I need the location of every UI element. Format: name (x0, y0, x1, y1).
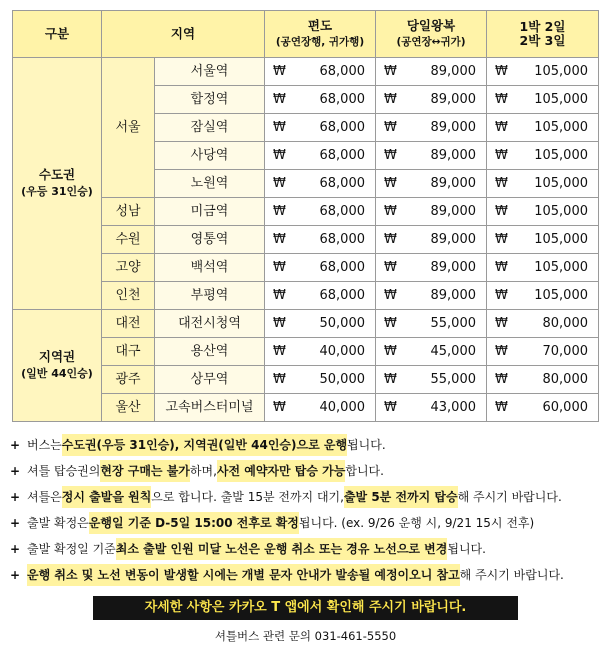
notice-text: 됩니다. (ex. 9/26 운행 시, 9/21 15시 전후) (298, 516, 535, 530)
won-symbol: ₩ (273, 231, 286, 247)
overnight-price (487, 58, 599, 86)
roundtrip-price (376, 58, 487, 86)
won-symbol: ₩ (495, 175, 508, 191)
price-value: 43,000 (430, 399, 476, 415)
station-cell: 고속버스터미널 (155, 394, 265, 422)
price-value: 89,000 (430, 175, 476, 191)
roundtrip-price (376, 394, 487, 422)
station-cell: 사당역 (155, 142, 265, 170)
header-area: 지역 (102, 11, 265, 58)
price-value: 105,000 (534, 91, 588, 107)
notice-text: 해 주시기 바랍니다. (457, 490, 562, 504)
plus-icon: + (10, 438, 21, 452)
won-symbol: ₩ (495, 399, 508, 415)
overnight-price (487, 310, 599, 338)
notice-text: 셔틀 탑승권의 (27, 464, 101, 478)
price-value: 105,000 (534, 147, 588, 163)
header-oneway: 편도 (공연장행, 귀가행) (265, 11, 376, 58)
station-cell: 부평역 (155, 282, 265, 310)
oneway-price (265, 226, 376, 254)
notice-text: 출발 확정은 (27, 516, 89, 530)
oneway-price (265, 58, 376, 86)
plus-icon: + (10, 490, 21, 504)
won-symbol: ₩ (273, 63, 286, 79)
station-cell: 백석역 (155, 254, 265, 282)
price-value: 68,000 (319, 231, 365, 247)
notice-text: 출발 확정일 기준 (27, 542, 116, 556)
overnight-price (487, 282, 599, 310)
station-cell: 잠실역 (155, 114, 265, 142)
notice-item (10, 536, 605, 562)
won-symbol: ₩ (384, 147, 397, 163)
notice-highlight: 현장 구매는 불가 (100, 460, 190, 482)
price-value: 89,000 (430, 259, 476, 275)
overnight-price (487, 338, 599, 366)
won-symbol: ₩ (384, 399, 397, 415)
city-cell: 성남 (102, 198, 155, 226)
oneway-price (265, 254, 376, 282)
oneway-price (265, 338, 376, 366)
overnight-price (487, 86, 599, 114)
won-symbol: ₩ (384, 259, 397, 275)
city-cell: 대전 (102, 310, 155, 338)
roundtrip-price (376, 170, 487, 198)
station-cell: 영통역 (155, 226, 265, 254)
won-symbol: ₩ (495, 231, 508, 247)
won-symbol: ₩ (384, 315, 397, 331)
won-symbol: ₩ (384, 119, 397, 135)
price-value: 68,000 (319, 63, 365, 79)
station-cell: 대전시청역 (155, 310, 265, 338)
price-value: 89,000 (430, 63, 476, 79)
header-overnight: 1박 2일 2박 3일 (487, 11, 599, 58)
notice-highlight: 정시 출발을 원칙 (62, 486, 152, 508)
notice-list (10, 432, 605, 588)
plus-icon: + (10, 516, 21, 530)
price-value: 89,000 (430, 147, 476, 163)
info-banner: 자세한 사항은 카카오 T 앱에서 확인해 주시기 바랍니다. (93, 596, 518, 620)
notice-text: 됩니다. (347, 438, 386, 452)
header-roundtrip: 당일왕복 (공연장↔귀가) (376, 11, 487, 58)
won-symbol: ₩ (495, 203, 508, 219)
station-cell: 노원역 (155, 170, 265, 198)
notice-highlight: 운행일 기준 D-5일 15:00 전후로 확정 (89, 512, 299, 534)
notice-text: 하며, (189, 464, 217, 478)
price-value: 68,000 (319, 147, 365, 163)
notice-text: 해 주시기 바랍니다. (459, 568, 564, 582)
fare-table (12, 10, 599, 422)
city-cell: 서울 (102, 58, 155, 198)
price-value: 89,000 (430, 119, 476, 135)
notice-text: 합니다. (345, 464, 384, 478)
roundtrip-price (376, 366, 487, 394)
roundtrip-price (376, 114, 487, 142)
region-local: 지역권 (일반 44인승) (13, 310, 102, 422)
table-header-row (13, 11, 599, 58)
won-symbol: ₩ (384, 203, 397, 219)
price-value: 105,000 (534, 203, 588, 219)
station-cell: 용산역 (155, 338, 265, 366)
price-value: 80,000 (542, 371, 588, 387)
price-value: 68,000 (319, 203, 365, 219)
won-symbol: ₩ (384, 63, 397, 79)
price-value: 68,000 (319, 119, 365, 135)
price-value: 68,000 (319, 175, 365, 191)
roundtrip-price (376, 142, 487, 170)
won-symbol: ₩ (495, 287, 508, 303)
won-symbol: ₩ (495, 259, 508, 275)
won-symbol: ₩ (384, 287, 397, 303)
won-symbol: ₩ (384, 231, 397, 247)
notice-text: 으로 합니다. 출발 15분 전까지 대기, (151, 490, 344, 504)
won-symbol: ₩ (273, 287, 286, 303)
price-value: 50,000 (319, 315, 365, 331)
oneway-price (265, 86, 376, 114)
price-value: 55,000 (430, 371, 476, 387)
price-value: 89,000 (430, 91, 476, 107)
price-value: 105,000 (534, 231, 588, 247)
won-symbol: ₩ (495, 371, 508, 387)
overnight-price (487, 198, 599, 226)
city-cell: 대구 (102, 338, 155, 366)
won-symbol: ₩ (384, 91, 397, 107)
won-symbol: ₩ (495, 147, 508, 163)
notice-item (10, 484, 605, 510)
price-value: 70,000 (542, 343, 588, 359)
won-symbol: ₩ (273, 371, 286, 387)
price-value: 105,000 (534, 259, 588, 275)
oneway-price (265, 198, 376, 226)
won-symbol: ₩ (495, 343, 508, 359)
overnight-price (487, 142, 599, 170)
oneway-price (265, 142, 376, 170)
header-category: 구분 (13, 11, 102, 58)
won-symbol: ₩ (384, 371, 397, 387)
notice-highlight: 사전 예약자만 탑승 가능 (217, 460, 345, 482)
notice-highlight: 운행 취소 및 노선 변동이 발생할 시에는 개별 문자 안내가 발송될 예정이오니 참고 (27, 564, 460, 586)
notice-item (10, 432, 605, 458)
won-symbol: ₩ (495, 63, 508, 79)
station-cell: 미금역 (155, 198, 265, 226)
won-symbol: ₩ (273, 175, 286, 191)
roundtrip-price (376, 86, 487, 114)
overnight-price (487, 170, 599, 198)
oneway-price (265, 114, 376, 142)
price-value: 50,000 (319, 371, 365, 387)
roundtrip-price (376, 310, 487, 338)
price-value: 68,000 (319, 259, 365, 275)
notice-item (10, 562, 605, 588)
contact-info: 셔틀버스 관련 문의 031-461-5550 (214, 629, 397, 643)
won-symbol: ₩ (273, 119, 286, 135)
station-cell: 서울역 (155, 58, 265, 86)
notice-text: 됩니다. (447, 542, 486, 556)
plus-icon: + (10, 542, 21, 556)
won-symbol: ₩ (273, 203, 286, 219)
won-symbol: ₩ (495, 315, 508, 331)
city-cell: 광주 (102, 366, 155, 394)
price-value: 40,000 (319, 343, 365, 359)
table-row (13, 58, 599, 86)
region-capital: 수도권 (우등 31인승) (13, 58, 102, 310)
won-symbol: ₩ (384, 175, 397, 191)
city-cell: 고양 (102, 254, 155, 282)
roundtrip-price (376, 338, 487, 366)
oneway-price (265, 170, 376, 198)
city-cell: 인천 (102, 282, 155, 310)
price-value: 80,000 (542, 315, 588, 331)
won-symbol: ₩ (273, 147, 286, 163)
price-value: 89,000 (430, 203, 476, 219)
oneway-price (265, 310, 376, 338)
won-symbol: ₩ (495, 91, 508, 107)
overnight-price (487, 366, 599, 394)
price-value: 55,000 (430, 315, 476, 331)
table-row (13, 310, 599, 338)
price-value: 60,000 (542, 399, 588, 415)
roundtrip-price (376, 198, 487, 226)
price-value: 105,000 (534, 287, 588, 303)
oneway-price (265, 366, 376, 394)
notice-item (10, 510, 605, 536)
won-symbol: ₩ (273, 315, 286, 331)
notice-highlight: 최소 출발 인원 미달 노선은 운행 취소 또는 경유 노선으로 변경 (116, 538, 448, 560)
overnight-price (487, 226, 599, 254)
price-value: 68,000 (319, 287, 365, 303)
city-cell: 수원 (102, 226, 155, 254)
price-value: 45,000 (430, 343, 476, 359)
overnight-price (487, 114, 599, 142)
won-symbol: ₩ (495, 119, 508, 135)
overnight-price (487, 254, 599, 282)
price-value: 89,000 (430, 287, 476, 303)
notice-highlight: 출발 5분 전까지 탑승 (344, 486, 458, 508)
won-symbol: ₩ (384, 343, 397, 359)
notice-item (10, 458, 605, 484)
won-symbol: ₩ (273, 259, 286, 275)
notice-highlight: 수도권(우등 31인승), 지역권(일반 44인승)으로 운행 (62, 434, 347, 456)
won-symbol: ₩ (273, 399, 286, 415)
roundtrip-price (376, 254, 487, 282)
oneway-price (265, 282, 376, 310)
roundtrip-price (376, 226, 487, 254)
price-value: 89,000 (430, 231, 476, 247)
plus-icon: + (10, 464, 21, 478)
overnight-price (487, 394, 599, 422)
price-value: 105,000 (534, 175, 588, 191)
won-symbol: ₩ (273, 343, 286, 359)
price-value: 105,000 (534, 63, 588, 79)
station-cell: 상무역 (155, 366, 265, 394)
city-cell: 울산 (102, 394, 155, 422)
won-symbol: ₩ (273, 91, 286, 107)
price-value: 68,000 (319, 91, 365, 107)
notice-text: 버스는 (27, 438, 62, 452)
oneway-price (265, 394, 376, 422)
price-value: 105,000 (534, 119, 588, 135)
roundtrip-price (376, 282, 487, 310)
notice-text: 셔틀은 (27, 490, 62, 504)
station-cell: 합정역 (155, 86, 265, 114)
price-value: 40,000 (319, 399, 365, 415)
plus-icon: + (10, 568, 21, 582)
